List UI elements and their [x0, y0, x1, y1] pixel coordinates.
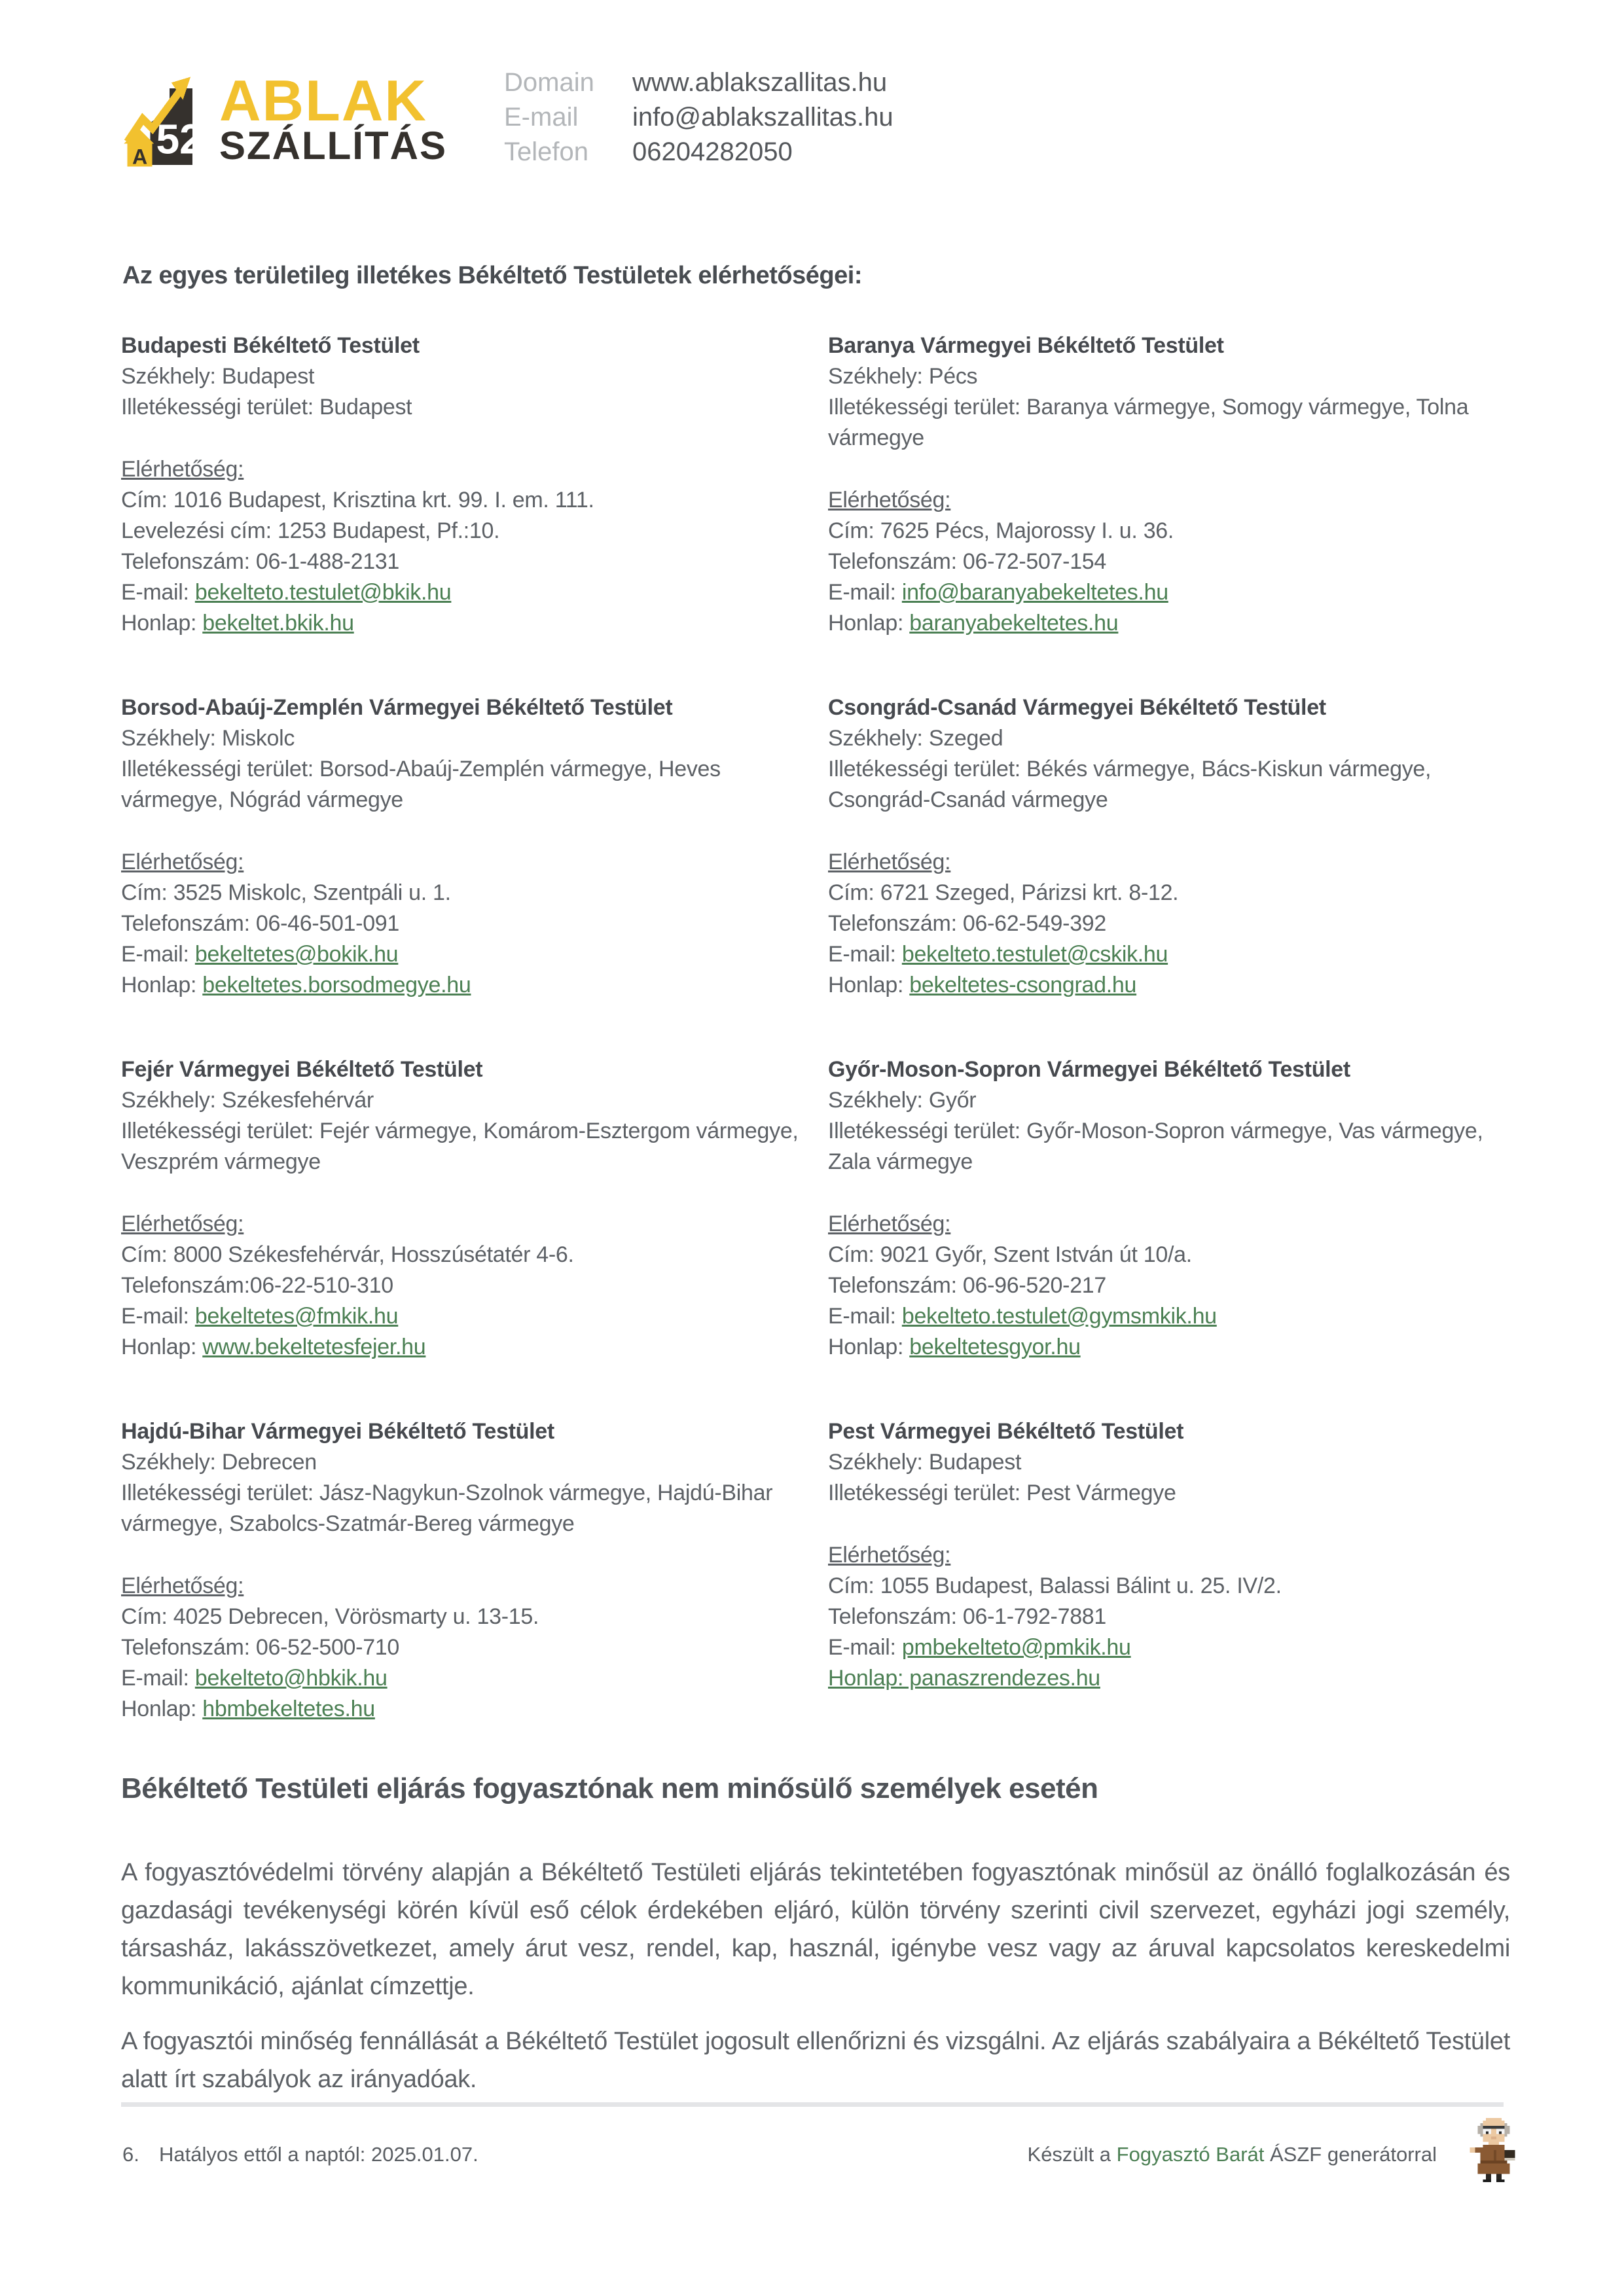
szekhely-line: Székhely: Budapest: [121, 364, 315, 389]
contact-row-phone: [504, 135, 893, 170]
telefon-line: Telefonszám:06-22-510-310: [121, 1273, 393, 1298]
cim-line: Cím: 6721 Szeged, Párizsi krt. 8-12.: [828, 880, 1179, 905]
non-consumer-section: [121, 1771, 1510, 2098]
illetekesseg-line: Illetékességi terület: Pest Vármegye: [828, 1480, 1176, 1505]
telefon-line: Telefonszám: 06-62-549-392: [828, 911, 1107, 936]
illetekesseg-line: Illetékességi terület: Budapest: [121, 395, 412, 420]
email-link[interactable]: pmbekelteto@pmkik.hu: [901, 1635, 1131, 1660]
email-line: [121, 1301, 802, 1332]
email-line: [828, 577, 1509, 608]
board-baranya: [828, 331, 1509, 692]
honlap-link[interactable]: bekeltetes-csongrad.hu: [909, 973, 1137, 997]
cim-line: Cím: 3525 Miskolc, Szentpáli u. 1.: [121, 880, 451, 905]
elerhetoseg-label: Elérhetőség:: [828, 1543, 951, 1568]
footer-credit: [1028, 2143, 1437, 2166]
board-name: Fejér Vármegyei Békéltető Testület: [121, 1057, 483, 1082]
email-link[interactable]: info@baranyabekeltetes.hu: [901, 580, 1168, 605]
honlap-label: Honlap:: [828, 611, 904, 636]
elerhetoseg-label: Elérhetőség:: [828, 1211, 951, 1236]
elerhetoseg-label: Elérhetőség:: [828, 850, 951, 874]
board-fejer: [121, 1054, 802, 1416]
credit-suffix: ÁSZF generátorral: [1270, 2143, 1437, 2166]
honlap-label: Honlap:: [121, 1335, 197, 1359]
email-line: [121, 1663, 802, 1694]
honlap-line: [828, 608, 1509, 639]
email-label: E-mail:: [121, 942, 189, 967]
fogyaszto-barat-mascot-icon: [1469, 2118, 1519, 2187]
cim-line: Cím: 8000 Székesfehérvár, Hosszúsétatér 4-6.: [121, 1242, 574, 1267]
illetekesseg-line: Illetékességi terület: Fejér vármegye, Komárom-Esztergom vármegye, Veszprém vármegye: [121, 1119, 799, 1174]
board-hajdu-bihar: [121, 1416, 802, 1778]
honlap-line: [121, 1332, 802, 1363]
email-label: E-mail: [504, 103, 579, 132]
cim-line: Cím: 4025 Debrecen, Vörösmarty u. 13-15.: [121, 1604, 539, 1629]
board-borsod: [121, 692, 802, 1054]
honlap-link[interactable]: baranyabekeltetes.hu: [909, 611, 1119, 636]
footer-divider: [121, 2102, 1504, 2107]
telefon-line: Telefonszám: 06-1-792-7881: [828, 1604, 1107, 1629]
honlap-line: [121, 970, 802, 1001]
boards-grid: [121, 331, 1509, 1778]
email-link[interactable]: bekelteto.testulet@bkik.hu: [194, 580, 452, 605]
domain-value: www.ablakszallitas.hu: [632, 68, 888, 97]
svg-text:A: A: [132, 145, 148, 169]
board-name: Győr-Moson-Sopron Vármegyei Békéltető Testület: [828, 1057, 1350, 1082]
email-link[interactable]: bekelteto.testulet@gymsmkik.hu: [901, 1304, 1217, 1329]
levelezesi-line: Levelezési cím: 1253 Budapest, Pf.:10.: [121, 518, 500, 543]
board-pest: [828, 1416, 1509, 1778]
honlap-line: [828, 1332, 1509, 1363]
honlap-link[interactable]: Honlap: panaszrendezes.hu: [828, 1666, 1100, 1691]
cim-line: Cím: 7625 Pécs, Majorossy I. u. 36.: [828, 518, 1174, 543]
illetekesseg-line: Illetékességi terület: Jász-Nagykun-Szolnok vármegye, Hajdú-Bihar vármegye, Szabolcs-Szatmár-Bereg vármegye: [121, 1480, 773, 1536]
honlap-label: Honlap:: [828, 973, 904, 997]
elerhetoseg-label: Elérhetőség:: [121, 1211, 244, 1236]
board-gyor: [828, 1054, 1509, 1416]
elerhetoseg-label: Elérhetőség:: [121, 850, 244, 874]
illetekesseg-line: Illetékességi terület: Baranya vármegye, Somogy vármegye, Tolna vármegye: [828, 395, 1469, 450]
honlap-label: Honlap:: [828, 1335, 904, 1359]
szekhely-line: Székhely: Székesfehérvár: [121, 1088, 374, 1113]
szekhely-line: Székhely: Győr: [828, 1088, 977, 1113]
section-heading: Békéltető Testületi eljárás fogyasztónak nem minősülő személyek esetén: [121, 1772, 1098, 1804]
fogyaszto-barat-link[interactable]: Fogyasztó Barát: [1116, 2143, 1265, 2166]
cim-line: Cím: 9021 Győr, Szent István út 10/a.: [828, 1242, 1192, 1267]
honlap-line: [121, 608, 802, 639]
page-number: 6.: [122, 2143, 139, 2166]
board-name: Baranya Vármegyei Békéltető Testület: [828, 333, 1224, 358]
honlap-link[interactable]: hbmbekeltetes.hu: [202, 1696, 375, 1721]
szekhely-line: Székhely: Miskolc: [121, 726, 295, 751]
honlap-line: [121, 1694, 802, 1725]
contact-row-domain: [504, 65, 893, 100]
cim-line: Cím: 1055 Budapest, Balassi Bálint u. 25. IV/2.: [828, 1573, 1282, 1598]
company-logo: [120, 65, 447, 184]
logo-wordmark: [219, 68, 447, 168]
section-paragraph-2: A fogyasztói minőség fennállását a Békéltető Testület jogosult ellenőrizni és vizsgálni. Az eljárás szabályaira a Békéltető Testület alatt írt szabályok az irányadóak.: [121, 2028, 1510, 2093]
honlap-link[interactable]: bekeltet.bkik.hu: [202, 611, 354, 636]
board-name: Csongrád-Csanád Vármegyei Békéltető Testület: [828, 695, 1326, 720]
email-label: E-mail:: [121, 1666, 189, 1691]
page-title: Az egyes területileg illetékes Békéltető Testületek elérhetőségei:: [122, 262, 862, 289]
credit-prefix: Készült a: [1027, 2143, 1111, 2166]
phone-label: Telefon: [504, 137, 588, 166]
elerhetoseg-label: Elérhetőség:: [121, 1573, 244, 1598]
honlap-link[interactable]: bekeltetesgyor.hu: [909, 1335, 1081, 1359]
email-link[interactable]: bekelteto.testulet@cskik.hu: [901, 942, 1168, 967]
szekhely-line: Székhely: Szeged: [828, 726, 1003, 751]
honlap-line: [828, 1663, 1509, 1694]
email-label: E-mail:: [121, 1304, 189, 1329]
honlap-label: Honlap:: [121, 973, 197, 997]
email-line: [828, 1301, 1509, 1332]
email-label: E-mail:: [828, 1635, 896, 1660]
cim-line: Cím: 1016 Budapest, Krisztina krt. 99. I. em. 111.: [121, 488, 594, 512]
logo-word-ablak: ABLAK: [219, 68, 427, 133]
logo-building-chart-icon: [120, 65, 215, 184]
email-link[interactable]: bekeltetes@bokik.hu: [194, 942, 399, 967]
section-paragraph-1: A fogyasztóvédelmi törvény alapján a Békéltető Testületi eljárás tekintetében fogyasztónak minősül az önálló foglalkozásán és gazdasági tevékenységi körén kívül eső célok érdekében eljáró, külön törvény szerinti civil szervezet, egyházi jogi személy, társasház, lakásszövetkezet, amely árut vesz, rendel, kap, használ, igénybe vesz vagy az áruval kapcsolatos kereskedelmi kommunikáció, ajánlat címzettje.: [121, 1859, 1510, 2000]
telefon-line: Telefonszám: 06-1-488-2131: [121, 549, 400, 574]
header-contact-block: [504, 65, 893, 170]
elerhetoseg-label: Elérhetőség:: [828, 488, 951, 512]
contact-row-email: [504, 100, 893, 135]
email-label: E-mail:: [828, 1304, 896, 1329]
honlap-line: [828, 970, 1509, 1001]
szekhely-line: Székhely: Pécs: [828, 364, 978, 389]
board-name: Pest Vármegyei Békéltető Testület: [828, 1419, 1184, 1444]
email-line: [121, 577, 802, 608]
email-link[interactable]: bekelteto@hbkik.hu: [194, 1666, 388, 1691]
honlap-link[interactable]: bekeltetes.borsodmegye.hu: [202, 973, 471, 997]
effective-date-text: Hatályos ettől a naptól: 2025.01.07.: [159, 2143, 478, 2166]
email-line: [828, 1632, 1509, 1663]
footer-left: [122, 2143, 478, 2166]
honlap-label: Honlap:: [121, 1696, 197, 1721]
illetekesseg-line: Illetékességi terület: Borsod-Abaúj-Zemplén vármegye, Heves vármegye, Nógrád vármegye: [121, 757, 721, 812]
phone-value: 06204282050: [632, 137, 793, 166]
honlap-link[interactable]: www.bekeltetesfejer.hu: [202, 1335, 426, 1359]
domain-label: Domain: [504, 68, 594, 97]
illetekesseg-line: Illetékességi terület: Békés vármegye, Bács-Kiskun vármegye, Csongrád-Csanád vármegye: [828, 757, 1432, 812]
board-csongrad: [828, 692, 1509, 1054]
email-link[interactable]: bekeltetes@fmkik.hu: [194, 1304, 399, 1329]
elerhetoseg-label: Elérhetőség:: [121, 457, 244, 482]
email-label: E-mail:: [121, 580, 189, 605]
board-name: Borsod-Abaúj-Zemplén Vármegyei Békéltető Testület: [121, 695, 673, 720]
email-line: [828, 939, 1509, 970]
board-name: Budapesti Békéltető Testület: [121, 333, 420, 358]
telefon-line: Telefonszám: 06-72-507-154: [828, 549, 1107, 574]
szekhely-line: Székhely: Budapest: [828, 1450, 1022, 1475]
logo-word-szallitas: SZÁLLÍTÁS: [219, 124, 447, 168]
email-line: [121, 939, 802, 970]
board-budapest: [121, 331, 802, 692]
email-label: E-mail:: [828, 580, 896, 605]
telefon-line: Telefonszám: 06-52-500-710: [121, 1635, 400, 1660]
honlap-label: Honlap:: [121, 611, 197, 636]
telefon-line: Telefonszám: 06-46-501-091: [121, 911, 400, 936]
szekhely-line: Székhely: Debrecen: [121, 1450, 317, 1475]
svg-text:52: 52: [156, 115, 203, 163]
email-label: E-mail:: [828, 942, 896, 967]
email-value: info@ablakszallitas.hu: [632, 103, 893, 132]
board-name: Hajdú-Bihar Vármegyei Békéltető Testület: [121, 1419, 554, 1444]
telefon-line: Telefonszám: 06-96-520-217: [828, 1273, 1107, 1298]
illetekesseg-line: Illetékességi terület: Győr-Moson-Sopron vármegye, Vas vármegye, Zala vármegye: [828, 1119, 1483, 1174]
